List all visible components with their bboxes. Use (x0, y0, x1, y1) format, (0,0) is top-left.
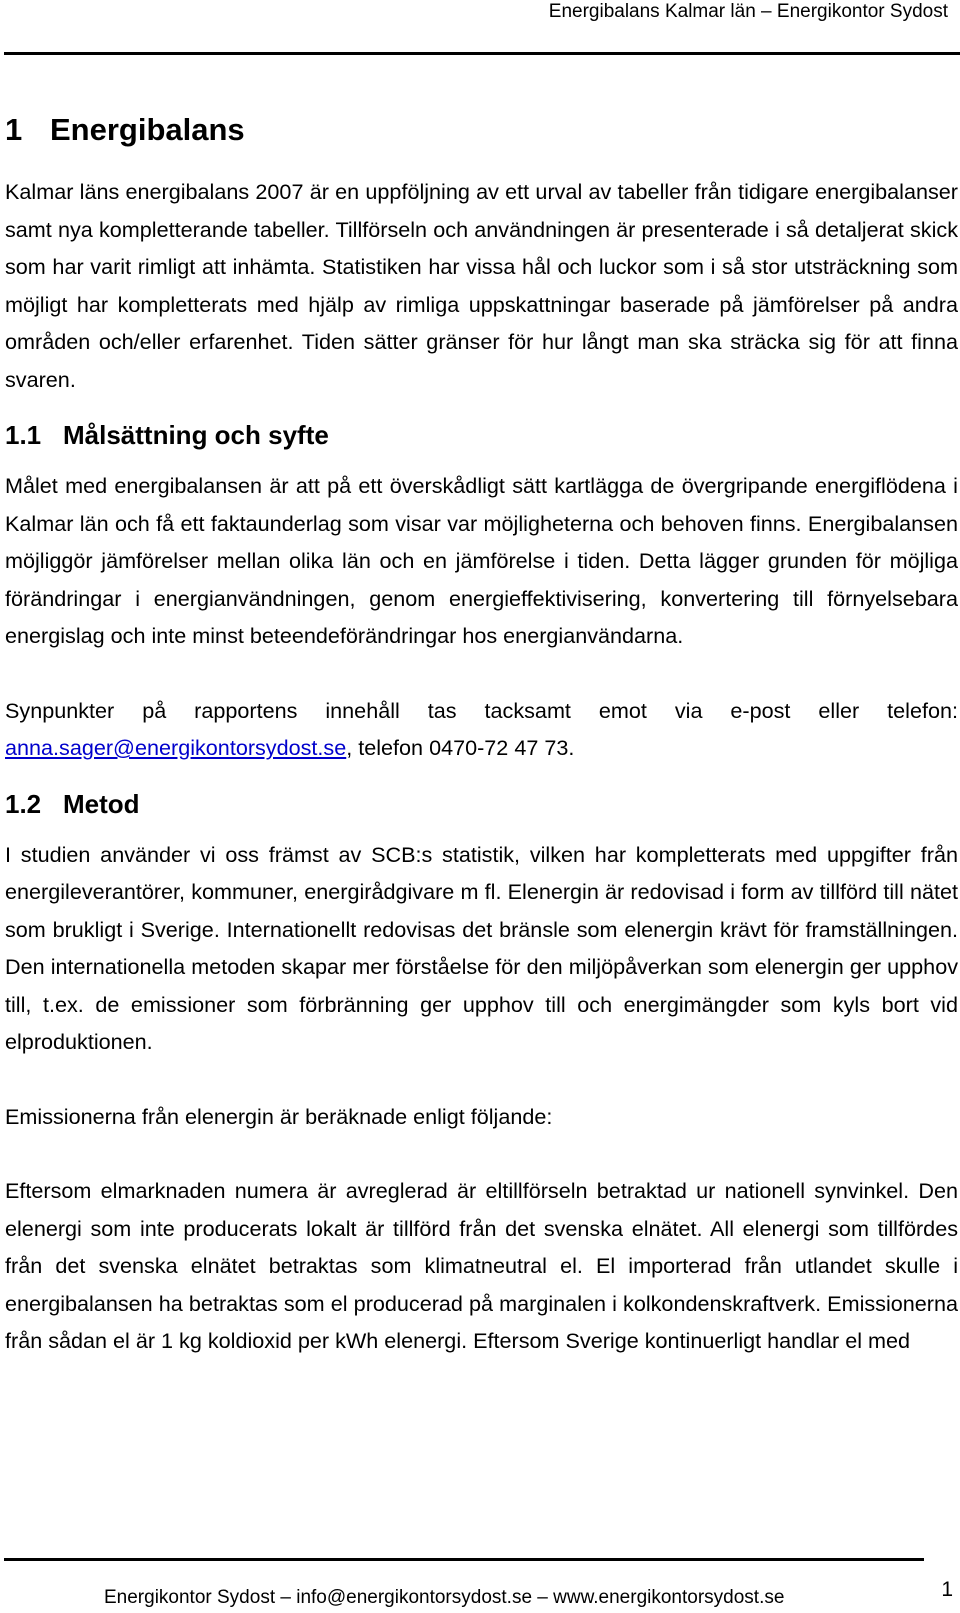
contact-paragraph (5, 692, 958, 767)
electricity-market-paragraph: Eftersom elmarknaden numera är avreglerad är eltillförseln betraktad ur nationell synvinkel. Den elenergi som inte producerats lokalt är tillförd från det svenska elnätet. All elenergi som tillfördes från det svenska elnätet betraktas som klimatneutral el. El importerad från utlandet skulle i energibalansen ha betraktas som el producerad på marginalen i kolkondenskraftverk. Emissionerna från sådan el är 1 kg koldioxid per kWh elenergi. Eftersom Sverige kontinuerligt handlar el med (5, 1178, 958, 1353)
section-number: 1.1 (5, 420, 42, 450)
section-heading-1-1 (5, 415, 958, 455)
section-title: Målsättning och syfte (63, 420, 329, 450)
emissions-intro-paragraph: Emissionerna från elenergin är beräknade enligt följande: (5, 1103, 553, 1129)
goal-paragraph: Målet med energibalansen är att på ett överskådligt sätt kartlägga de övergripande energiflödena i Kalmar län och få ett faktaunderlag som visar var möjligheterna och behoven finns. Energibalansen möjliggör jämförelser mellan olika län och en jämförelse i tiden. Detta lägger grunden för möjliga förändringar i energianvändningen, genom energieffektivisering, konvertering till förnyelsebara energislag och inte minst beteendeförändringar hos energianvändarna. (5, 473, 958, 648)
contact-suffix: , telefon 0470-72 47 73. (346, 735, 575, 760)
method-paragraph: I studien använder vi oss främst av SCB:s statistik, vilken har kompletterats med uppgifter från energileverantörer, kommuner, energirådgivare m fl. Elenergin är redovisad i form av tillförd till nätet som brukligt i Sverige. Internationellt redovisas det bränsle som elenergin krävt för framställningen. Den internationella metoden skapar mer förståelse för den miljöpåverkan som elenergin ger upphov till, t.ex. de emissioner som förbränning ger upphov till och energimängder som kyls bort vid elproduktionen. (5, 841, 958, 1054)
page-number: 1 (941, 1578, 953, 1601)
contact-email-link[interactable]: anna.sager@energikontorsydost.se (5, 735, 347, 760)
intro-paragraph: Kalmar läns energibalans 2007 är en uppföljning av ett urval av tabeller från tidigare energibalanser samt nya kompletterande tabeller. Tillförseln och användningen är presenterade i så detaljerat skick som har varit rimligt att inhämta. Statistiken har vissa hål och luckor som i så stor utsträckning som möjligt har kompletterats med hjälp av rimliga uppskattningar baserade på jämförelser på andra områden och/eller erfarenhet. Tiden sätter gränser för hur långt man ska sträcka sig för att finna svaren. (5, 179, 958, 392)
header-divider (4, 52, 960, 55)
running-header: Energibalans Kalmar län – Energikontor Sydost (548, 1, 948, 22)
contact-prefix: Synpunkter på rapportens innehåll tas tacksamt emot via e-post eller telefon: (5, 697, 958, 723)
section-heading-1 (5, 106, 958, 154)
section-heading-1-2 (5, 784, 958, 824)
section-number: 1 (5, 112, 23, 147)
section-title: Energibalans (50, 112, 245, 147)
section-title: Metod (63, 788, 140, 819)
footer-contact: Energikontor Sydost – info@energikontorsydost.se – www.energikontorsydost.se (104, 1587, 785, 1608)
footer-divider (4, 1558, 924, 1561)
section-number: 1.2 (5, 788, 42, 819)
document-body (5, 106, 958, 1360)
